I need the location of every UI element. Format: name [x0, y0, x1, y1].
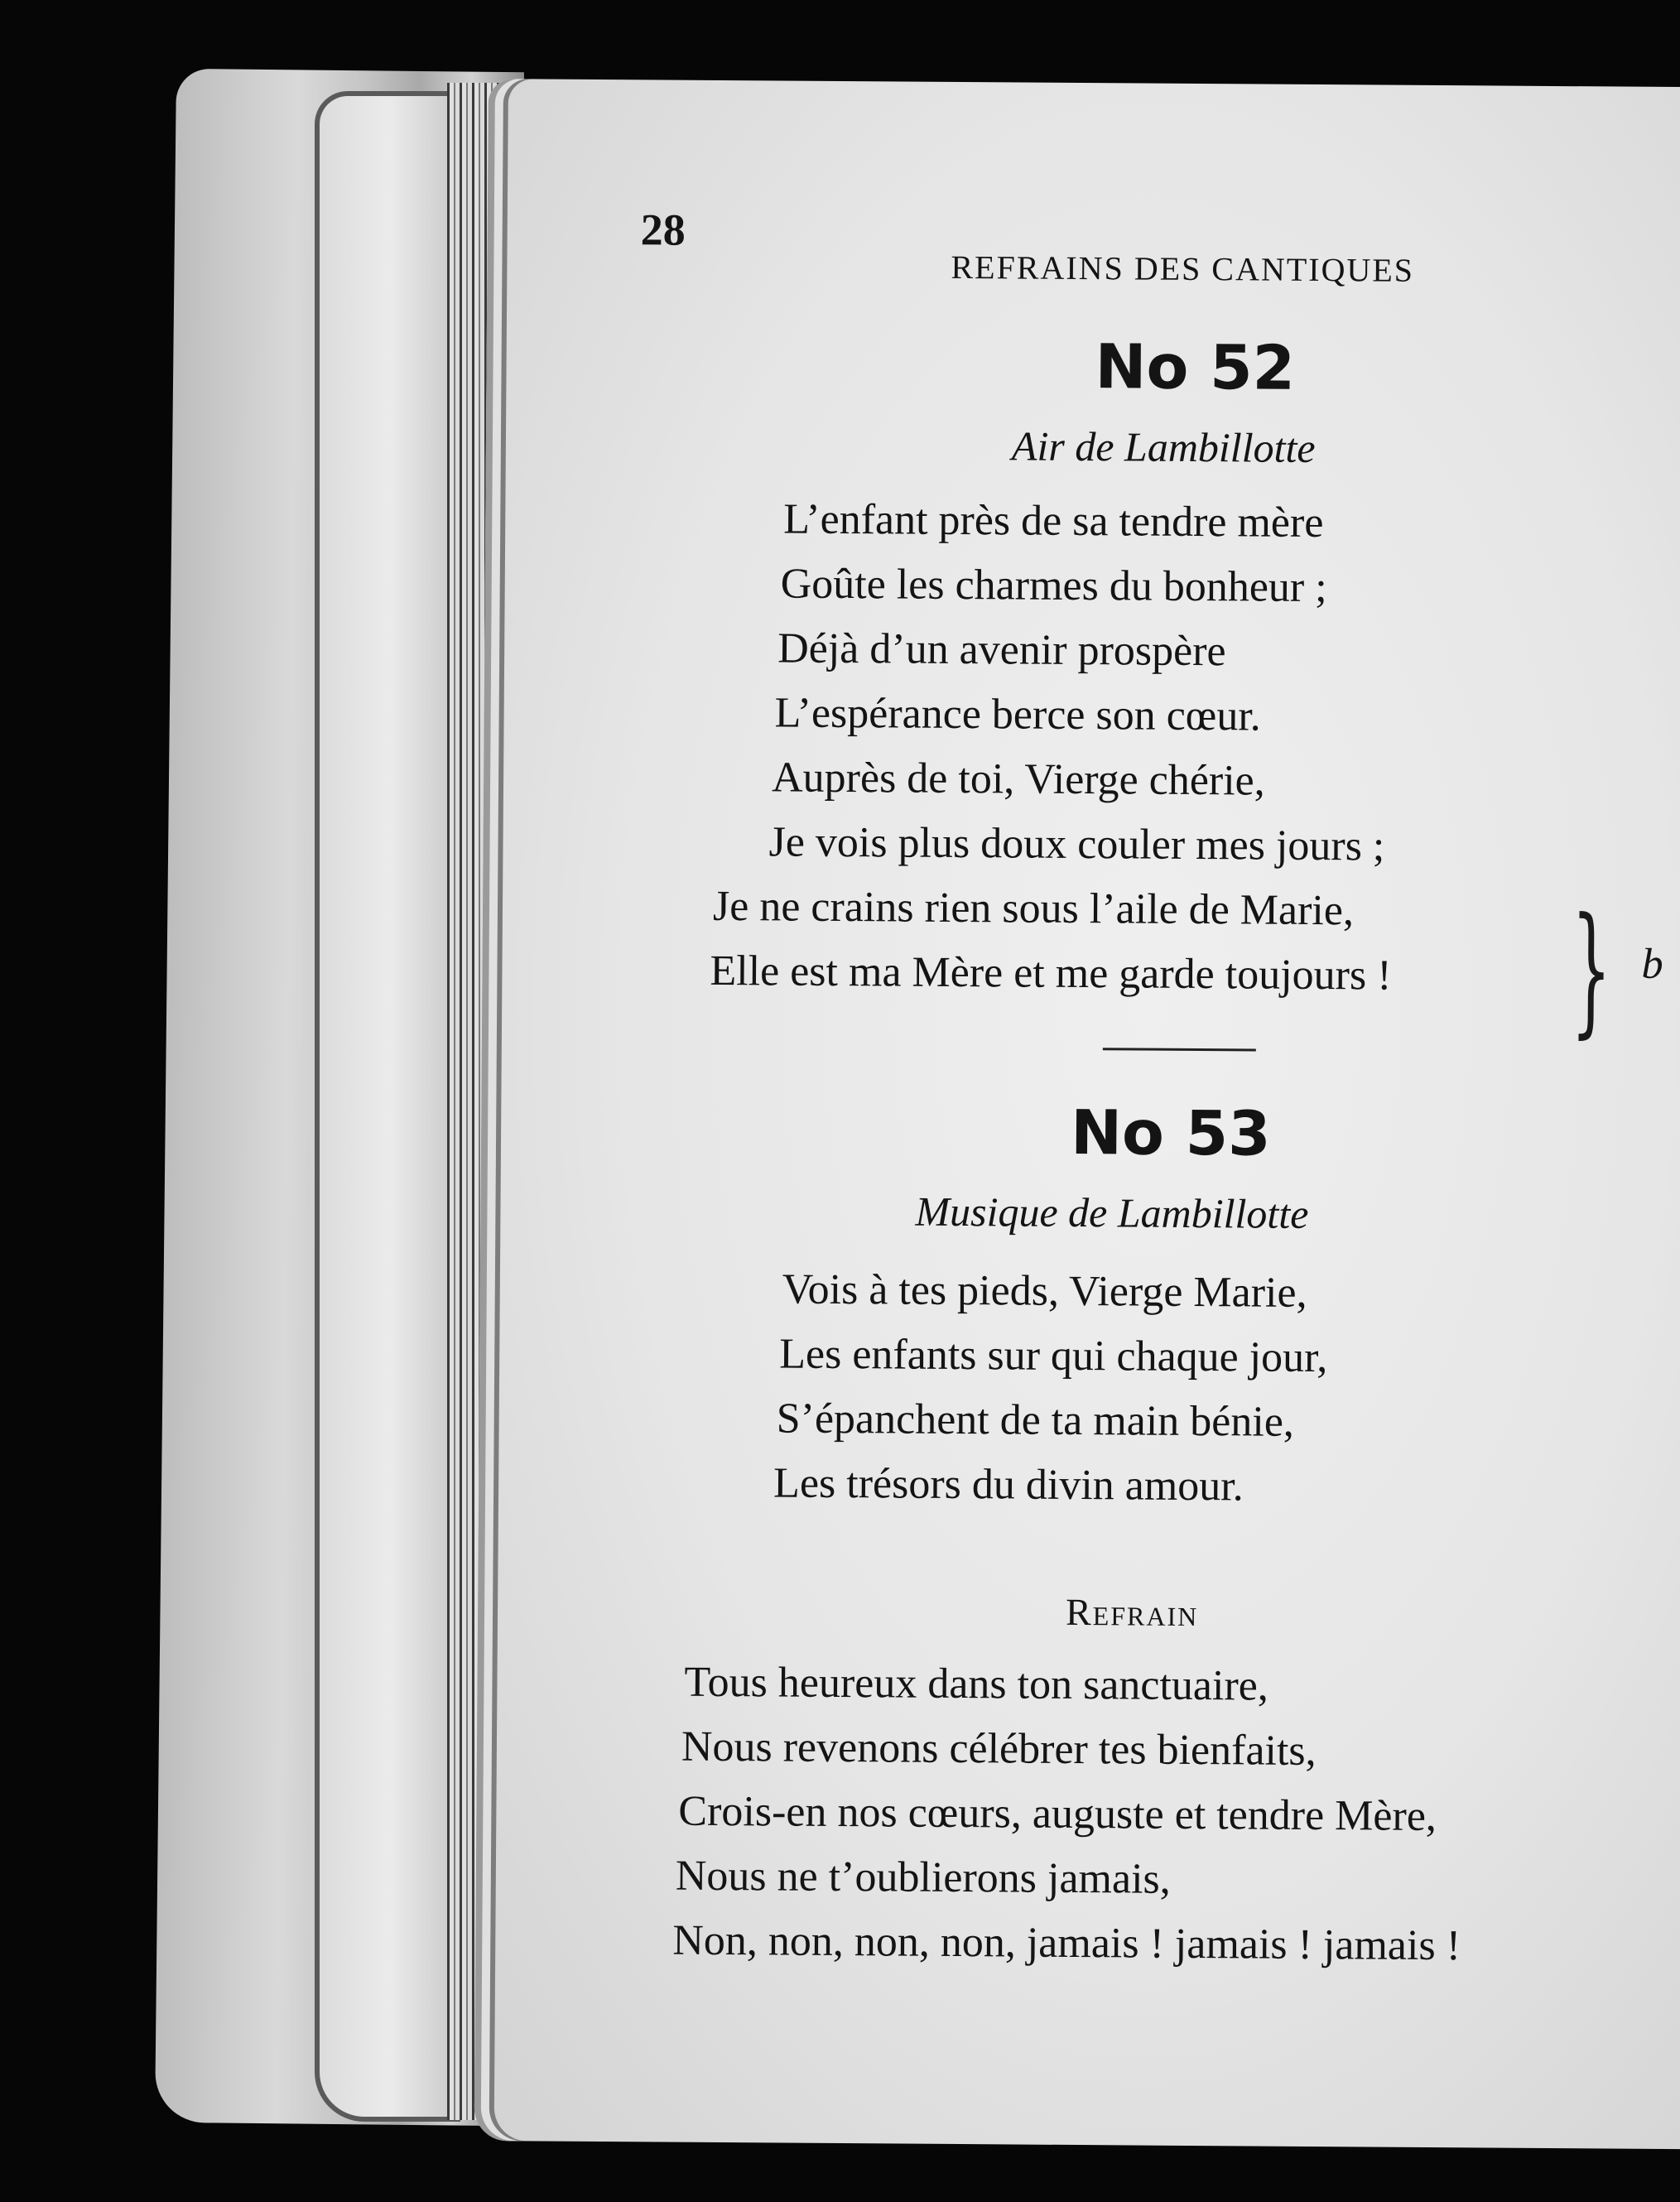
verse-line: L’enfant près de sa tendre mère: [783, 495, 1324, 547]
refrain-line: Non, non, non, non, jamais ! jamais ! jamais !: [672, 1916, 1461, 1970]
verse-line: Les trésors du divin amour.: [773, 1459, 1244, 1511]
verse-line: Elle est ma Mère et me garde toujours !: [710, 947, 1392, 1000]
verse-line: Goûte les charmes du bonheur ;: [780, 560, 1327, 612]
hymn-tune: Air de Lambillotte: [1011, 422, 1316, 471]
refrain-line: Nous revenons célébrer tes bienfaits,: [681, 1723, 1317, 1776]
hymn-number: No 52: [1095, 331, 1296, 404]
refrain-line: Tous heureux dans ton sanctuaire,: [684, 1658, 1269, 1710]
verse-line: Les enfants sur qui chaque jour,: [779, 1330, 1328, 1382]
hymn-number: No 53: [1070, 1096, 1271, 1170]
page: [474, 79, 1680, 2149]
verse-line: L’espérance berce son cœur.: [774, 689, 1261, 740]
verse-line: S’épanchent de ta main bénie,: [776, 1395, 1295, 1446]
refrain-line: Nous ne t’oublierons jamais,: [675, 1852, 1171, 1903]
refrain-line: Crois-en nos cœurs, auguste et tendre Mère,: [678, 1787, 1437, 1841]
refrain-heading: Refrain: [1065, 1590, 1199, 1635]
verse-line: Je vois plus doux couler mes jours ;: [768, 818, 1385, 870]
verse-line: Je ne crains rien sous l’aile de Marie,: [712, 882, 1355, 935]
verse-line: Vois à tes pieds, Vierge Marie,: [782, 1265, 1307, 1317]
repeat-mark: b: [1641, 940, 1663, 988]
hymn-tune: Musique de Lambillotte: [915, 1188, 1309, 1237]
book-cover-edge: [315, 91, 460, 2122]
verse-line: Déjà d’un avenir prospère: [777, 624, 1226, 676]
verse-line: Auprès de toi, Vierge chérie,: [771, 754, 1265, 805]
running-head: REFRAINS DES CANTIQUES: [951, 248, 1415, 289]
page-number: 28: [640, 205, 686, 255]
section-separator: [1103, 1048, 1256, 1051]
repeat-brace: }: [1570, 888, 1612, 1053]
